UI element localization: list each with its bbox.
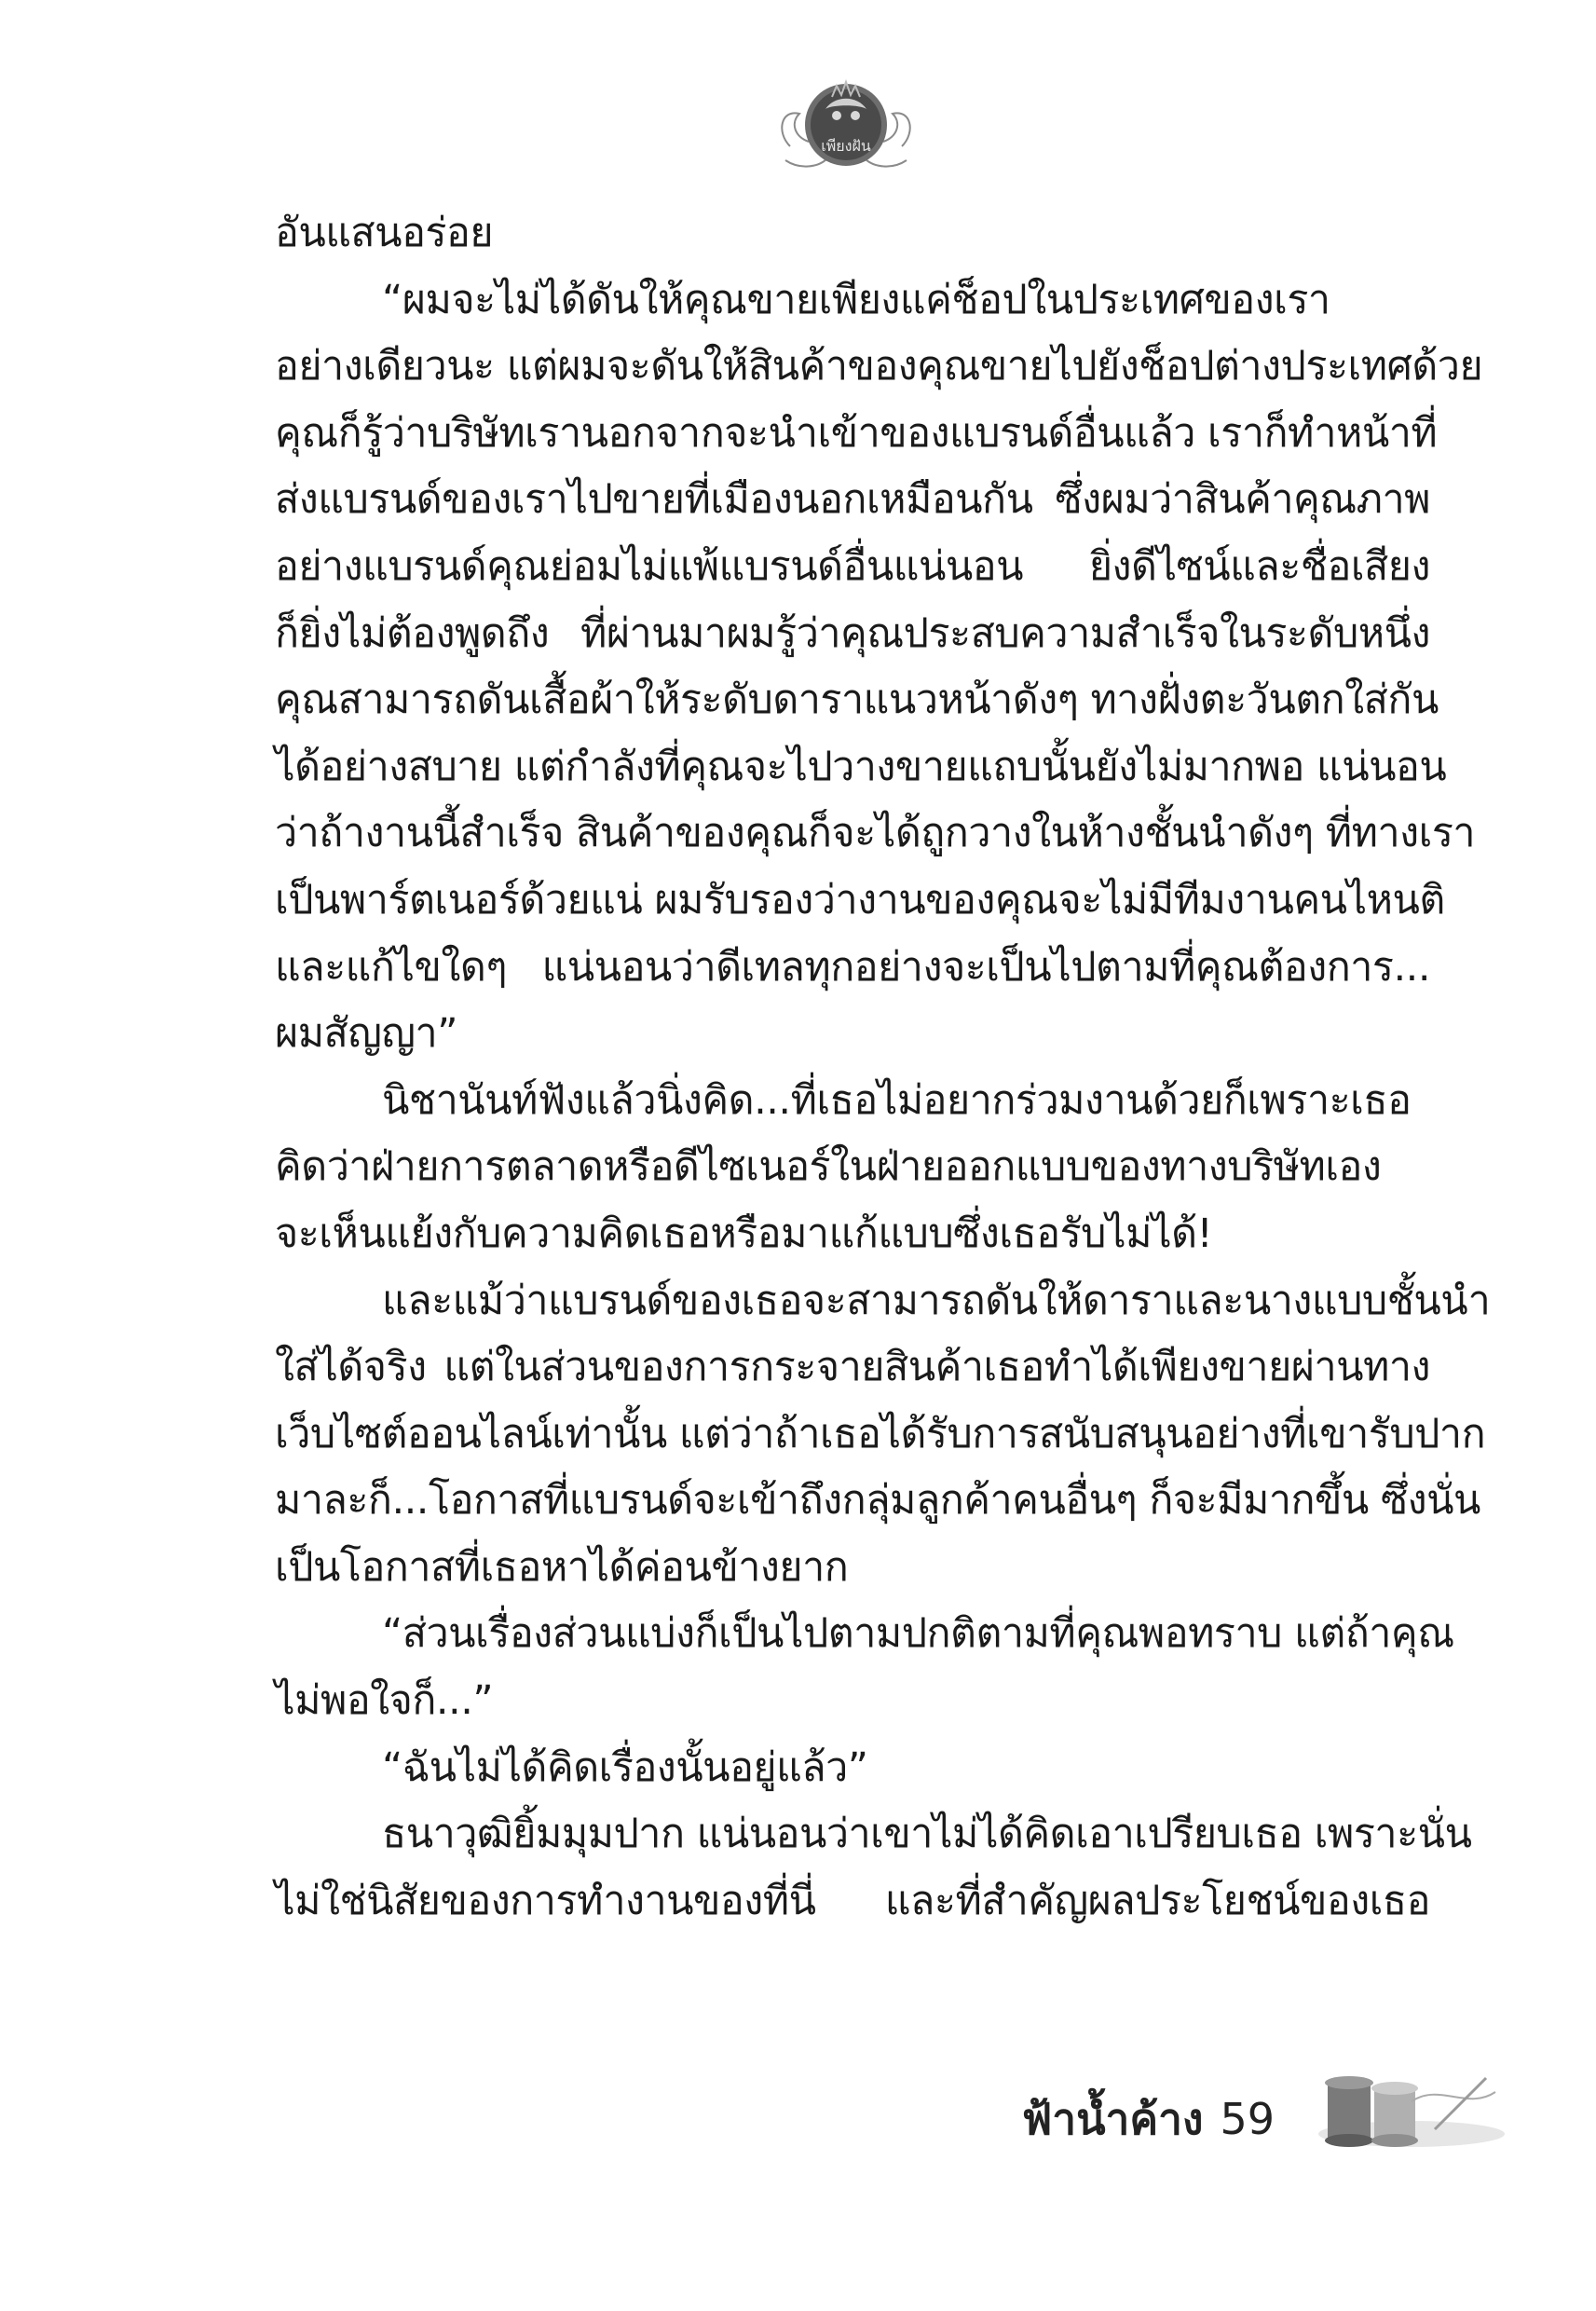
text-line: ใส่ได้จริง แต่ในส่วนของการกระจายสินค้าเธอทำได้เพียงขายผ่านทาง	[275, 1344, 1430, 1391]
text-line: และแม้ว่าแบรนด์ของเธอจะสามารถดันให้ดาราและนางแบบชั้นนำ	[382, 1277, 1491, 1324]
page-number: 59	[1220, 2094, 1275, 2144]
text-line: นิชานันท์ฟังแล้วนิ่งคิด...ที่เธอไม่อยากร่วมงานด้วยก็เพราะเธอ	[382, 1076, 1412, 1124]
text-line: ส่งแบรนด์ของเราไปขายที่เมืองนอกเหมือนกัน ซึ่งผมว่าสินค้าคุณภาพ	[275, 476, 1430, 524]
text-line: ธนาวุฒิยิ้มมุมปาก แน่นอนว่าเขาไม่ได้คิดเอาเปรียบเธอ เพราะนั่น	[382, 1811, 1472, 1858]
text-line: ไม่ใช่นิสัยของการทำงานของที่นี่ และที่สำคัญผลประโยชน์ของเธอ	[275, 1877, 1430, 1924]
text-line: ก็ยิ่งไม่ต้องพูดถึง ที่ผ่านมาผมรู้ว่าคุณประสบความสำเร็จในระดับหนึ่ง	[275, 609, 1430, 657]
text-line: จะเห็นแย้งกับความคิดเธอหรือมาแก้แบบซึ่งเธอรับไม่ได้!	[275, 1210, 1213, 1257]
text-line: อย่างแบรนด์คุณย่อมไม่แพ้แบรนด์อื่นแน่นอน ยิ่งดีไซน์และชื่อเสียง	[275, 542, 1430, 590]
text-line: มาละก็...โอกาสที่แบรนด์จะเข้าถึงกลุ่มลูกค้าคนอื่นๆ ก็จะมีมากขึ้น ซึ่งนั่น	[275, 1477, 1480, 1525]
text-line: อันแสนอร่อย	[275, 210, 494, 256]
text-line: เป็นพาร์ตเนอร์ด้วยแน่ ผมรับรองว่างานของคุณจะไม่มีทีมงานคนไหนติ	[275, 876, 1445, 923]
text-line: และแก้ไขใดๆ แน่นอนว่าดีเทลทุกอย่างจะเป็นไปตามที่คุณต้องการ...	[275, 943, 1430, 991]
text-line: “ผมจะไม่ได้ดันให้คุณขายเพียงแค่ช็อปในประเทศของเรา	[382, 276, 1330, 323]
book-title: ฟ้าน้ำค้าง	[1021, 2094, 1204, 2144]
text-line: เป็นโอกาสที่เธอหาได้ค่อนข้างยาก	[275, 1543, 849, 1591]
text-line: ผมสัญญา”	[275, 1010, 457, 1058]
text-line: “ฉันไม่ได้คิดเรื่องนั้นอยู่แล้ว”	[382, 1744, 868, 1791]
text-line: คุณสามารถดันเสื้อผ้าให้ระดับดาราแนวหน้าดังๆ ทางฝั่งตะวันตกใส่กัน	[275, 677, 1439, 724]
text-line: ว่าถ้างานนี้สำเร็จ สินค้าของคุณก็จะได้ถูกวางในห้างชั้นนำดังๆ ที่ทางเรา	[275, 810, 1476, 857]
text-line: คิดว่าฝ่ายการตลาดหรือดีไซเนอร์ในฝ่ายออกแบบของทางบริษัทเอง	[275, 1143, 1382, 1191]
text-line: “ส่วนเรื่องส่วนแบ่งก็เป็นไปตามปกติตามที่คุณพอทราบ แต่ถ้าคุณ	[382, 1610, 1454, 1658]
page-footer	[1022, 2085, 1275, 2154]
text-line: อย่างเดียวนะ แต่ผมจะดันให้สินค้าของคุณขายไปยังช็อปต่างประเทศด้วย	[275, 343, 1483, 390]
text-line: เว็บไซต์ออนไลน์เท่านั้น แต่ว่าถ้าเธอได้รับการสนับสนุนอย่างที่เขารับปาก	[275, 1410, 1486, 1457]
body-text	[275, 200, 1491, 1935]
text-line: ไม่พอใจก็...”	[275, 1677, 494, 1725]
logo-text: เพียงฝัน	[821, 137, 871, 155]
thread-spools-icon	[1309, 2064, 1514, 2153]
ornamental-crest-icon	[771, 58, 921, 184]
text-line: ได้อย่างสบาย แต่กำลังที่คุณจะไปวางขายแถบนั้นยังไม่มากพอ แน่นอน	[275, 743, 1447, 790]
text-line: คุณก็รู้ว่าบริษัทเรานอกจากจะนำเข้าของแบรนด์อื่นแล้ว เราก็ทำหน้าที่	[275, 409, 1438, 457]
